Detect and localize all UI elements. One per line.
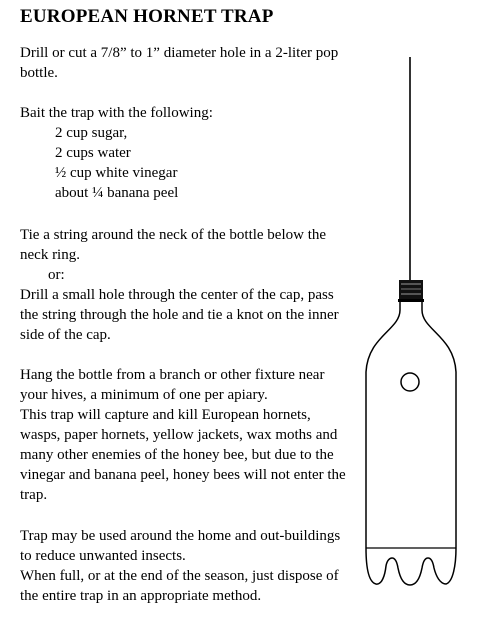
drill-line: bottle. [20,65,58,81]
hang-line: trap. [20,487,48,503]
usage-line: to reduce unwanted insects. [20,548,186,564]
ingredient-item: 2 cup sugar, [55,125,128,141]
bottle-cap [398,280,424,302]
hang-line: your hives, a minimum of one per apiary. [20,387,268,403]
alt-line: the string through the hole and tie a knot on the inner [20,307,339,323]
alt-line: Drill a small hole through the center of the cap, pass [20,287,334,303]
hang-line: vinegar and banana peel, honey bees will not enter the [20,467,346,483]
page-title: EUROPEAN HORNET TRAP [20,6,274,27]
tie-line: neck ring. [20,247,80,263]
hang-line: wasps, paper hornets, yellow jackets, wax moths and [20,427,338,443]
hang-line: many other enemies of the honey bee, but due to the [20,447,334,463]
ingredient-item: ½ cup white vinegar [55,165,178,181]
alt-line: side of the cap. [20,327,111,343]
bait-intro: Bait the trap with the following: [20,105,213,121]
tie-line: Tie a string around the neck of the bottle below the [20,227,327,243]
bottle-body [366,302,456,548]
usage-line: the entire trap in an appropriate method. [20,588,262,604]
entrance-hole [401,373,419,391]
bottle-feet [366,548,456,585]
ingredient-item: 2 cups water [55,145,131,161]
hang-line: This trap will capture and kill European hornets, [20,407,311,423]
usage-line: Trap may be used around the home and out-buildings [20,528,341,544]
ingredient-item: about ¼ banana peel [55,185,179,201]
or-label: or: [48,267,65,283]
drill-line: Drill or cut a 7/8” to 1” diameter hole in a 2-liter pop [20,45,339,61]
usage-line: When full, or at the end of the season, just dispose of [20,568,339,584]
hang-line: Hang the bottle from a branch or other fixture near [20,367,325,383]
